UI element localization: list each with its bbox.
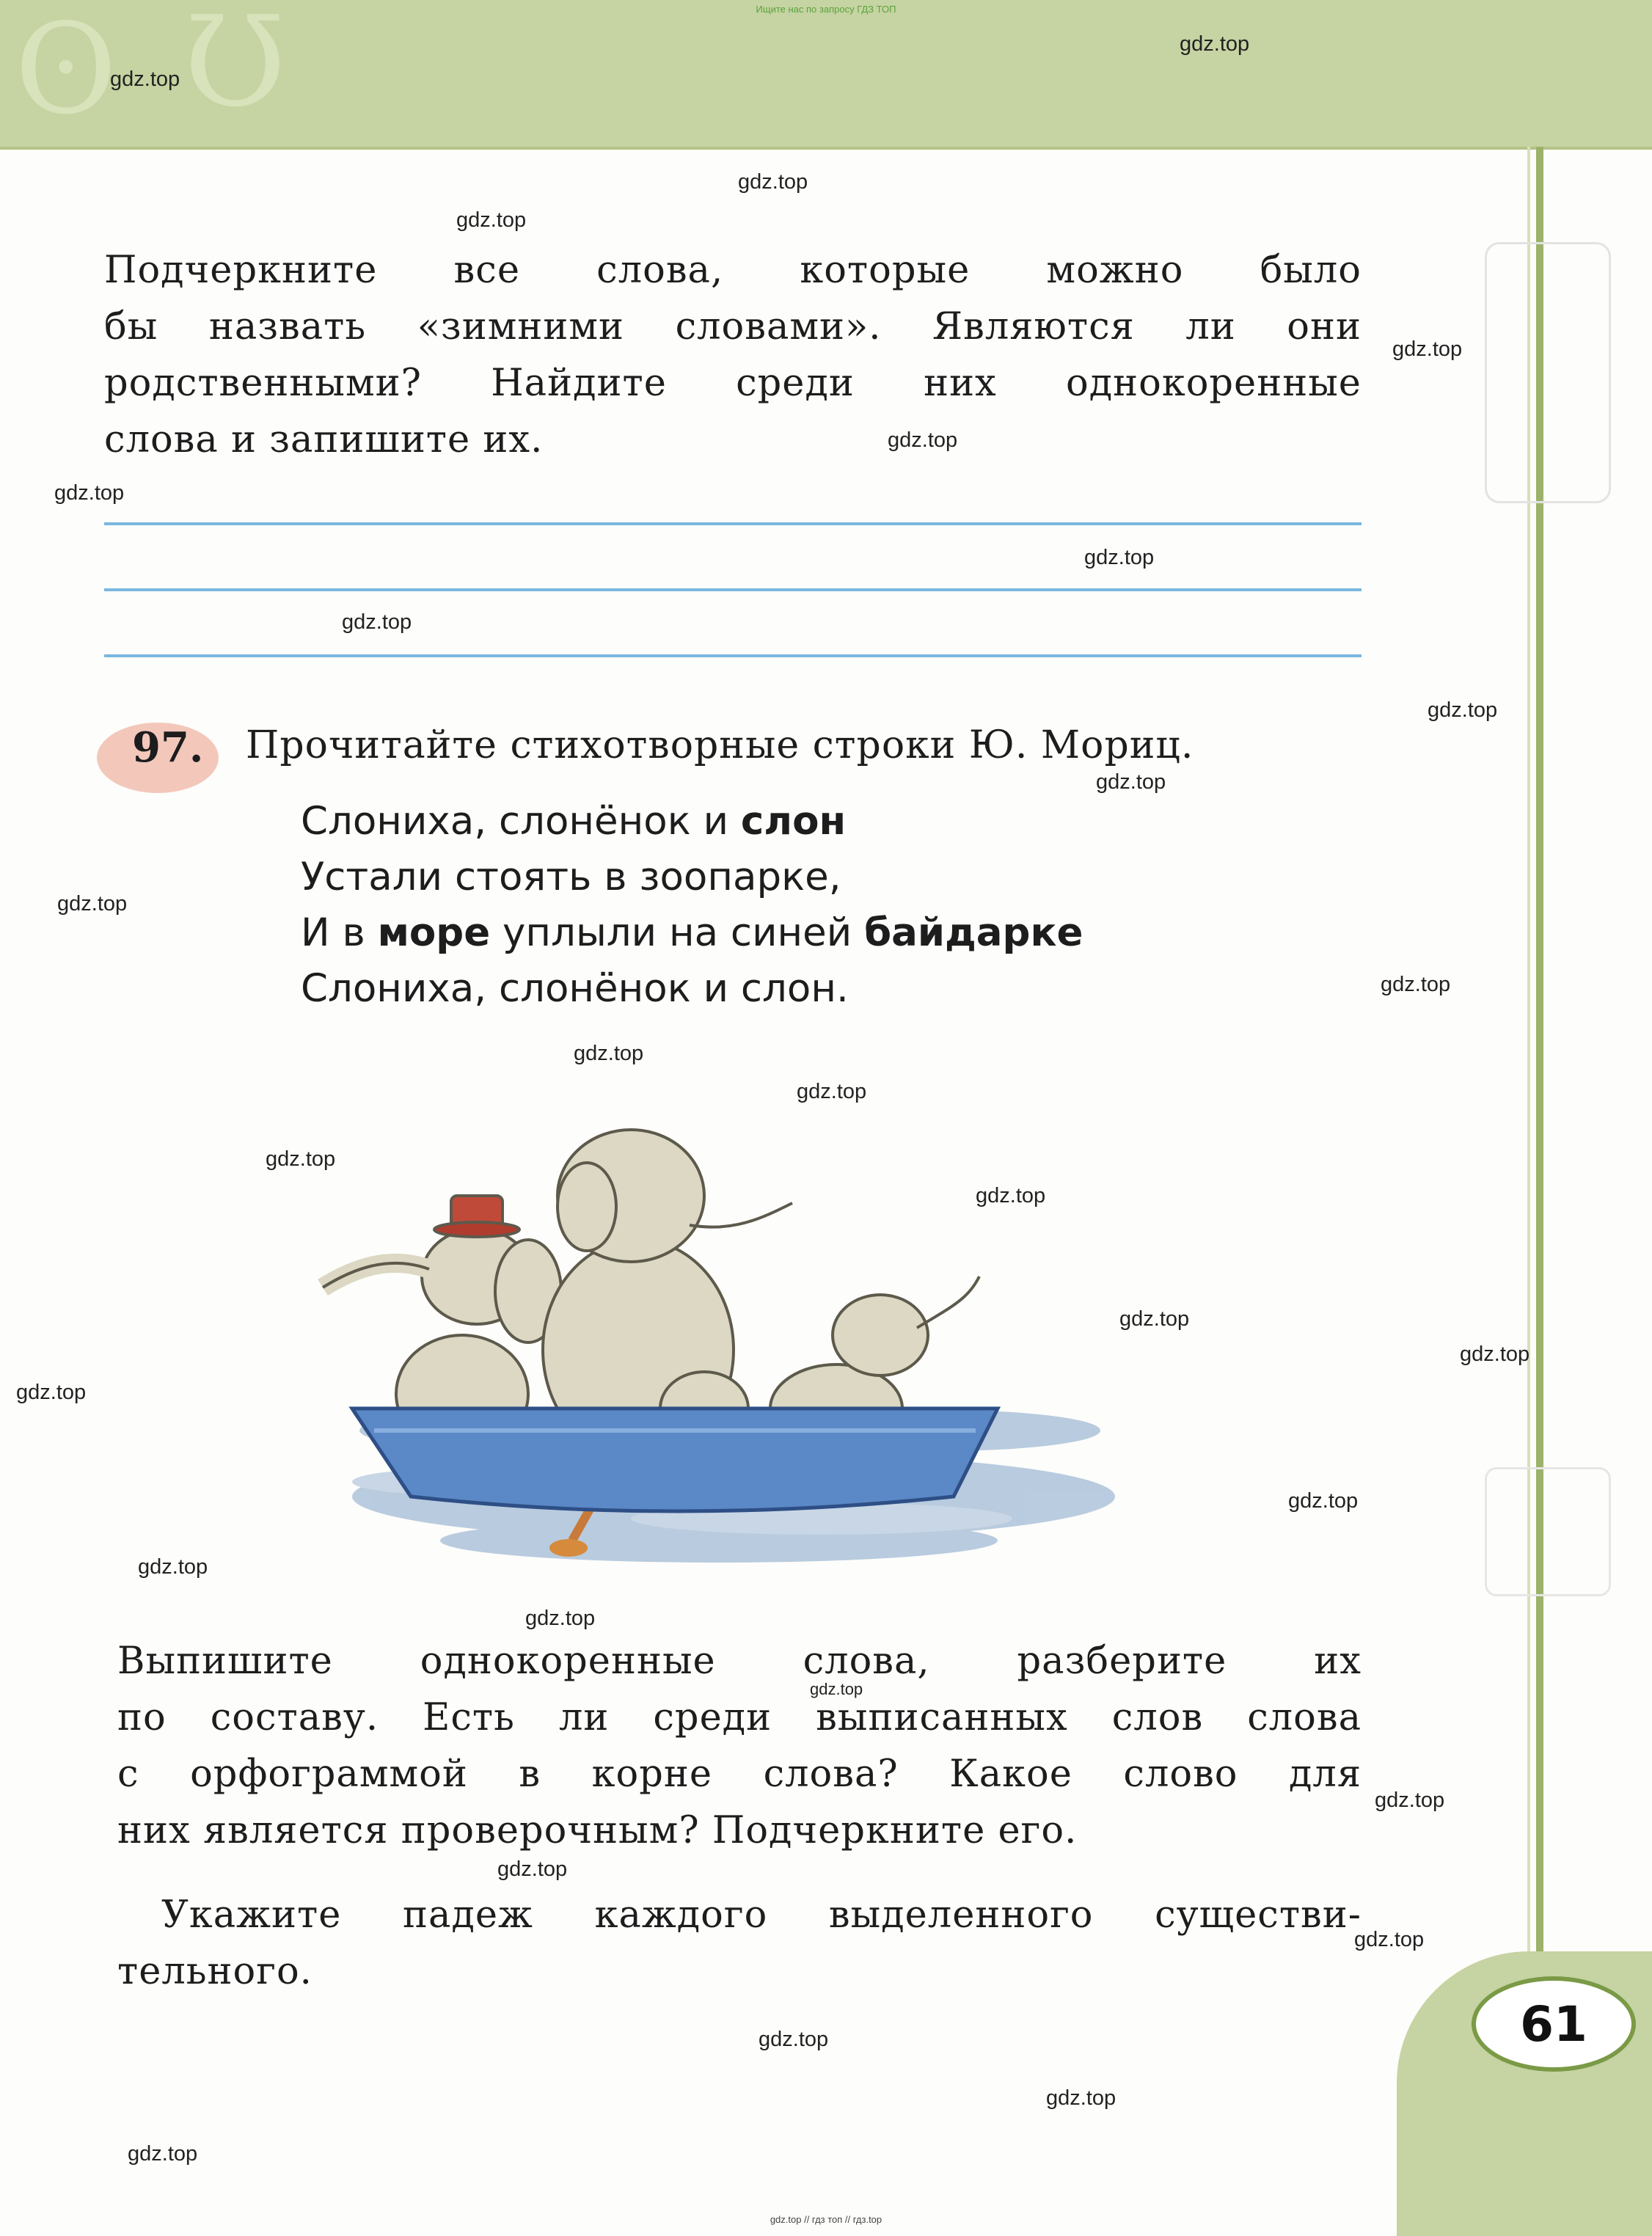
- writing-line[interactable]: [104, 522, 1362, 525]
- watermark: gdz.top: [110, 67, 180, 91]
- watermark: gdz.top: [1428, 698, 1498, 722]
- writing-line[interactable]: [104, 588, 1362, 591]
- bleed-through-box: [1485, 242, 1611, 503]
- highlighted-word: байдарке: [864, 910, 1083, 955]
- elephants-in-boat-illustration: [308, 1086, 1144, 1570]
- task-line: Выпишите однокоренные слова, разберите их: [117, 1640, 1362, 1683]
- highlighted-word: море: [377, 910, 491, 955]
- intro-line: родственными? Найдите среди них однокоренные: [104, 362, 1362, 405]
- watermark: gdz.top: [1180, 32, 1250, 56]
- poem-line: Слониха, слонёнок и слон.: [301, 966, 849, 1011]
- watermark: gdz.top: [810, 1680, 863, 1698]
- writing-lines: [104, 522, 1362, 720]
- poem-text: уплыли на синей: [490, 910, 865, 955]
- watermark: gdz.top: [1392, 337, 1463, 361]
- watermark: gdz.top: [888, 428, 958, 452]
- exercise-title: Прочитайте стихотворные строки Ю. Мориц.: [246, 723, 1194, 767]
- watermark: gdz.top: [1096, 770, 1166, 794]
- highlighted-word: слон: [740, 799, 847, 844]
- intro-line: Подчеркните все слова, которые можно было: [104, 249, 1362, 292]
- case-task-paragraph: [117, 1887, 1362, 2000]
- page-number: 61: [1472, 1976, 1636, 2072]
- task-line: по составу. Есть ли среди выписанных слов слова: [117, 1696, 1362, 1739]
- watermark: gdz.top: [1354, 1928, 1425, 1951]
- banner-decoration: Ʊ: [183, 0, 287, 135]
- intro-paragraph: [104, 242, 1362, 468]
- poem-text: Слониха, слонёнок и: [301, 799, 741, 844]
- watermark: gdz.top: [342, 610, 412, 634]
- watermark: gdz.top: [1460, 1342, 1530, 1366]
- watermark: gdz.top: [138, 1555, 208, 1579]
- poem-text: И в: [301, 910, 378, 955]
- watermark: gdz.top: [797, 1080, 867, 1103]
- intro-line: слова и запишите их.: [104, 418, 544, 461]
- banner-decoration: ʘ: [15, 0, 117, 142]
- task-paragraph: [117, 1633, 1362, 1859]
- watermark: gdz.top: [128, 2142, 198, 2166]
- watermark: gdz.top: [1288, 1489, 1359, 1513]
- task-line: них является проверочным? Подчеркните его.: [117, 1809, 1078, 1852]
- watermark: gdz.top: [574, 1042, 644, 1065]
- watermark: gdz.top: [976, 1184, 1046, 1207]
- watermark: gdz.top: [16, 1381, 87, 1404]
- poem: [301, 794, 1083, 1017]
- watermark: gdz.top: [759, 2028, 829, 2051]
- watermark: gdz.top: [1381, 973, 1451, 996]
- watermark: gdz.top: [525, 1607, 596, 1630]
- task-line: с орфограммой в корне слова? Какое слово для: [117, 1753, 1362, 1796]
- exercise-number: 97.: [132, 723, 204, 772]
- bleed-through-box: [1485, 1467, 1611, 1596]
- watermark: gdz.top: [456, 208, 527, 232]
- intro-line: бы назвать «зимними словами». Являются ли они: [104, 305, 1362, 348]
- top-note: Ищите нас по запросу ГДЗ ТОП: [756, 4, 896, 15]
- watermark: gdz.top: [1119, 1307, 1190, 1331]
- task-line: Укажите падеж каждого выделенного существи-: [161, 1893, 1362, 1937]
- boat-icon: [352, 1409, 998, 1511]
- task-line: тельного.: [117, 1950, 313, 1993]
- poem-line: [301, 905, 1083, 961]
- watermark: gdz.top: [738, 170, 808, 194]
- watermark: gdz.top: [1046, 2086, 1116, 2110]
- poem-line: [301, 794, 1083, 850]
- watermark: gdz.top: [497, 1857, 568, 1881]
- watermark: gdz.top: [266, 1147, 336, 1171]
- watermark: gdz.top: [1084, 546, 1155, 569]
- footer-note: gdz.top // гдз топ // гдз.top: [770, 2214, 882, 2225]
- watermark: gdz.top: [57, 892, 128, 916]
- poem-line: Устали стоять в зоопарке,: [301, 855, 841, 899]
- watermark: gdz.top: [1375, 1789, 1445, 1812]
- watermark: gdz.top: [54, 481, 125, 505]
- top-banner: [0, 0, 1652, 150]
- writing-line[interactable]: [104, 654, 1362, 657]
